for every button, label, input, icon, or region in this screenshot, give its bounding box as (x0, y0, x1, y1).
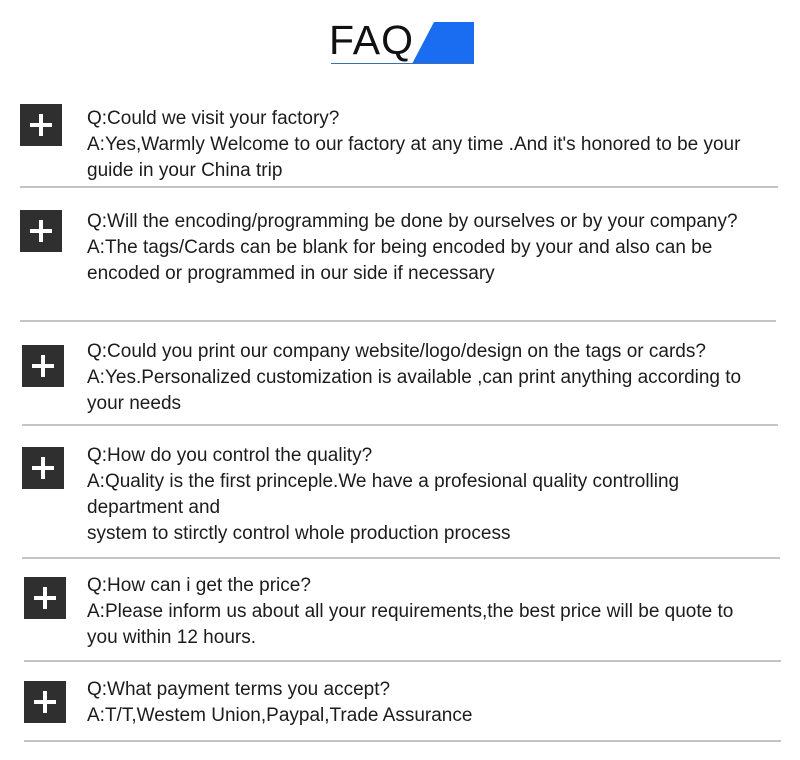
faq-answer: A:Yes.Personalized customization is available ,can print anything according to your needs (87, 367, 742, 414)
divider (24, 740, 781, 742)
expand-plus-icon[interactable] (22, 447, 64, 489)
divider (20, 320, 776, 322)
faq-content (87, 106, 767, 184)
faq-answer: A:Quality is the first princeple.We have a profesional quality controlling department and (87, 471, 680, 518)
expand-plus-icon[interactable] (20, 210, 62, 252)
divider (20, 186, 778, 188)
faq-answer-continued: system to stirctly control whole production process (87, 523, 511, 544)
faq-question: Q:Could you print our company website/logo/design on the tags or cards? (87, 341, 706, 362)
expand-plus-icon[interactable] (24, 577, 66, 619)
faq-content (87, 209, 767, 287)
expand-plus-icon[interactable] (22, 345, 64, 387)
title-underline (331, 63, 473, 64)
page-title: FAQ (329, 17, 415, 63)
expand-plus-icon[interactable] (20, 104, 62, 146)
faq-content (87, 573, 767, 651)
expand-plus-icon[interactable] (24, 681, 66, 723)
faq-header (0, 0, 800, 80)
faq-question: Q:How do you control the quality? (87, 445, 373, 466)
divider (22, 557, 780, 559)
divider (22, 424, 778, 426)
title-accent-shape (412, 22, 474, 64)
faq-answer: A:Please inform us about all your requirements,the best price will be quote to you within 12 hours. (87, 601, 734, 648)
faq-question: Q:How can i get the price? (87, 575, 311, 596)
faq-answer: A:The tags/Cards can be blank for being encoded by your and also can be encoded or programmed in our side if necessary (87, 237, 713, 284)
faq-answer: A:Yes,Warmly Welcome to our factory at any time .And it's honored to be your guide in your China trip (87, 134, 741, 181)
faq-question: Q:Could we visit your factory? (87, 108, 340, 129)
divider (24, 660, 781, 662)
faq-question: Q:What payment terms you accept? (87, 679, 391, 700)
faq-content (87, 339, 767, 417)
faq-answer: A:T/T,Westem Union,Paypal,Trade Assurance (87, 705, 473, 726)
faq-content (87, 443, 767, 547)
faq-content (87, 677, 767, 729)
faq-question: Q:Will the encoding/programming be done by ourselves or by your company? (87, 211, 738, 232)
